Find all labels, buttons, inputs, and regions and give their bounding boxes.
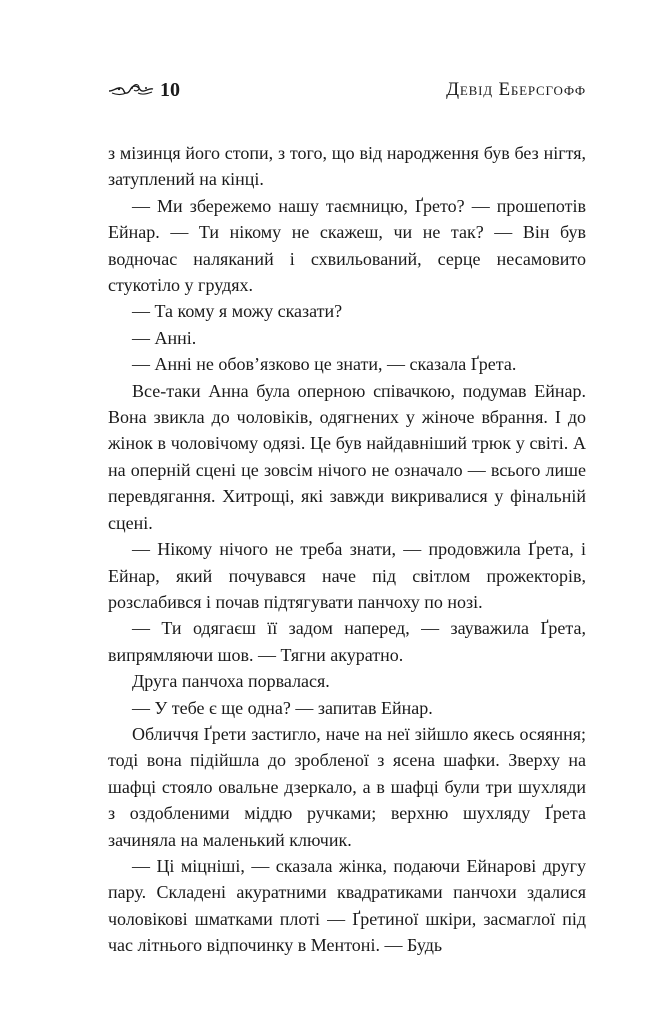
paragraph: — Ці міцніші, — сказала жінка, подаючи Ейнарові другу пару. Складені акуратними квадратиками панчохи здалися чоловікові шматками плоті — Ґретиної шкіри, засмаглої під час літнього відпочинку в Ментоні. — Будь <box>108 855 586 956</box>
paragraph: — Нікому нічого не треба знати, — продовжила Ґрета, і Ейнар, який почувався наче під світлом прожекторів, розслабився і почав підтягувати панчоху по нозі. <box>108 539 586 612</box>
flourish-ornament-icon <box>108 80 154 98</box>
paragraph: — Ти одягаєш її задом наперед, — зауважила Ґрета, випрямляючи шов. — Тягни акуратно. <box>108 618 586 665</box>
body-text <box>108 140 586 959</box>
page-number: 10 <box>160 79 180 101</box>
running-head-author: Девід Еберсгофф <box>446 79 586 100</box>
paragraph: Обличчя Ґрети застигло, наче на неї зійшло якесь осяяння; тоді вона підійшла до зробленої з ясена шафки. Зверху на шафці стояло овальне дзеркало, а в шафці були три шухляди з оздобленими міддю ручками; верхню шухляду Ґрета зачиняла на маленький ключик. <box>108 723 586 850</box>
page-header <box>108 78 586 102</box>
paragraph: — Анні. <box>132 327 197 348</box>
paragraph: Все-таки Анна була оперною співачкою, подумав Ейнар. Вона звикла до чоловіків, одягнених у жіноче вбрання. І до жінок в чоловічому одязі. Це був найдавніший трюк у світі. А на оперній сцені це зовсім нічого не означало — всього лише перевдягання. Хитрощі, які завжди викривалися у фінальній сцені. <box>108 380 586 533</box>
paragraph: — Анні не обов’язково це знати, — сказала Ґрета. <box>132 354 517 375</box>
paragraph: — Ми збережемо нашу таємницю, Ґрето? — прошепотів Ейнар. — Ти нікому не скажеш, чи не так? — Він був водночас наляканий і схвильований, серце несамовито стукотіло у грудях. <box>108 195 586 296</box>
paragraph: з мізинця його стопи, з того, що від народження був без нігтя, затуплений на кінці. <box>108 143 586 190</box>
paragraph: Друга панчоха порвалася. <box>132 671 330 692</box>
paragraph: — Та кому я можу сказати? <box>132 301 343 322</box>
paragraph: — У тебе є ще одна? — запитав Ейнар. <box>132 697 433 718</box>
